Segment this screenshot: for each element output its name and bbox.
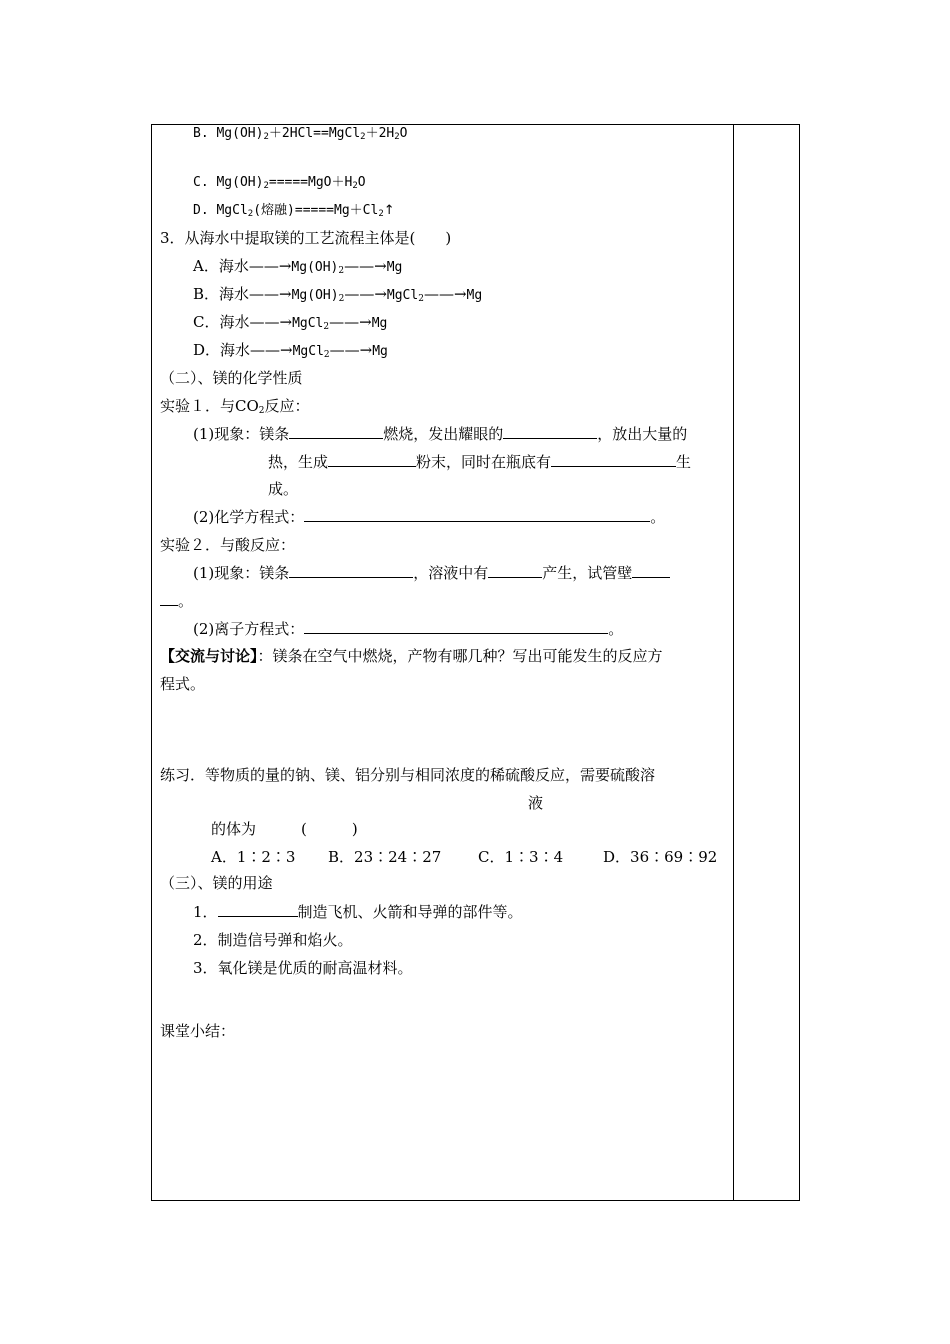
exp1-observation-line2: 热，生成 粉末，同时在瓶底有 生 [268,453,692,471]
exp1-equation: (2)化学方程式： 。 [193,508,666,526]
column-divider [733,124,734,1201]
q3-option-c: C．海水——→MgCl$_2$——→Mg [193,313,388,332]
q3-option-b: B．海水$——\to Mg(OH)_2——\to MgCl_2——\to Mg$ [193,285,483,304]
discussion-line2: 程式。 [160,675,206,693]
q3-option-a: A．海水$——\to Mg(OH)_2——\to Mg$ [193,257,403,276]
practice-option-c: C．1∶3∶4 [478,848,564,866]
blank-line [551,452,676,467]
discussion-label: 【交流与讨论】 [160,647,258,665]
blank-line [488,563,542,578]
practice-stem-line3: 的体为 ( ) [211,820,358,838]
exp1-observation-line1: (1)现象：镁条 燃烧，发出耀眼的 ，放出大量的 [193,425,688,443]
blank-line [503,424,597,439]
section2-heading: （二）、镁的化学性质 [160,369,303,387]
practice-option-a: A．1∶2∶3 [211,848,296,866]
discussion-line1: 【交流与讨论】：镁条在空气中燃烧，产物有哪几种？写出可能发生的反应方 [160,647,663,665]
exp2-title: 实验２．与酸反应： [160,536,296,554]
practice-stem-line1: 练习．等物质的量的钠、镁、铝分别与相同浓度的稀硫酸反应，需要硫酸溶 [160,766,656,784]
class-summary-label: 课堂小结： [160,1022,236,1040]
blank-line [632,563,670,578]
q2-option-c: C. $Mg(OH)_2=====MgO+H_2O$ [193,175,366,191]
practice-stem-line2: 液 [528,794,544,812]
up-arrow-icon: ↑ [383,203,395,218]
section3-heading: （三）、镁的用途 [160,874,273,892]
q2-option-d: D. MgCl$_2$(熔融)$=====Mg+Cl_2↑$ [193,203,395,219]
practice-option-b: B．23∶24∶27 [328,848,442,866]
blank-line [328,452,416,467]
blank-line [218,902,298,917]
blank-line [160,591,178,606]
blank-line [289,563,413,578]
exp1-observation-line3: 成。 [268,480,299,498]
blank-line [304,619,608,634]
blank-line [304,507,650,522]
q3-stem: 3．从海水中提取镁的工艺流程主体是( ) [160,229,452,247]
practice-option-d: D．36∶69∶92 [603,848,718,866]
q2-option-b: B. $Mg(OH)_2+2HCl==MgCl_2+2H_2O$ [193,126,408,142]
usage-item-2: 2．制造信号弹和焰火。 [193,931,353,949]
usage-item-3: 3．氧化镁是优质的耐高温材料。 [193,959,413,977]
exp2-observation-line1: (1)现象：镁条 ，溶液中有 产生，试管壁 [193,563,670,583]
blank-line [289,424,383,439]
exp2-equation: (2)离子方程式： 。 [193,620,624,638]
usage-item-1: 1． 制造飞机、火箭和导弹的部件等。 [193,903,523,921]
q3-option-d: D．海水——→MgCl$_2$——→Mg [193,341,388,360]
exp2-observation-line2: 。 [160,591,193,611]
exp1-title: 实验１．与$CO_2$反应： [160,397,310,416]
